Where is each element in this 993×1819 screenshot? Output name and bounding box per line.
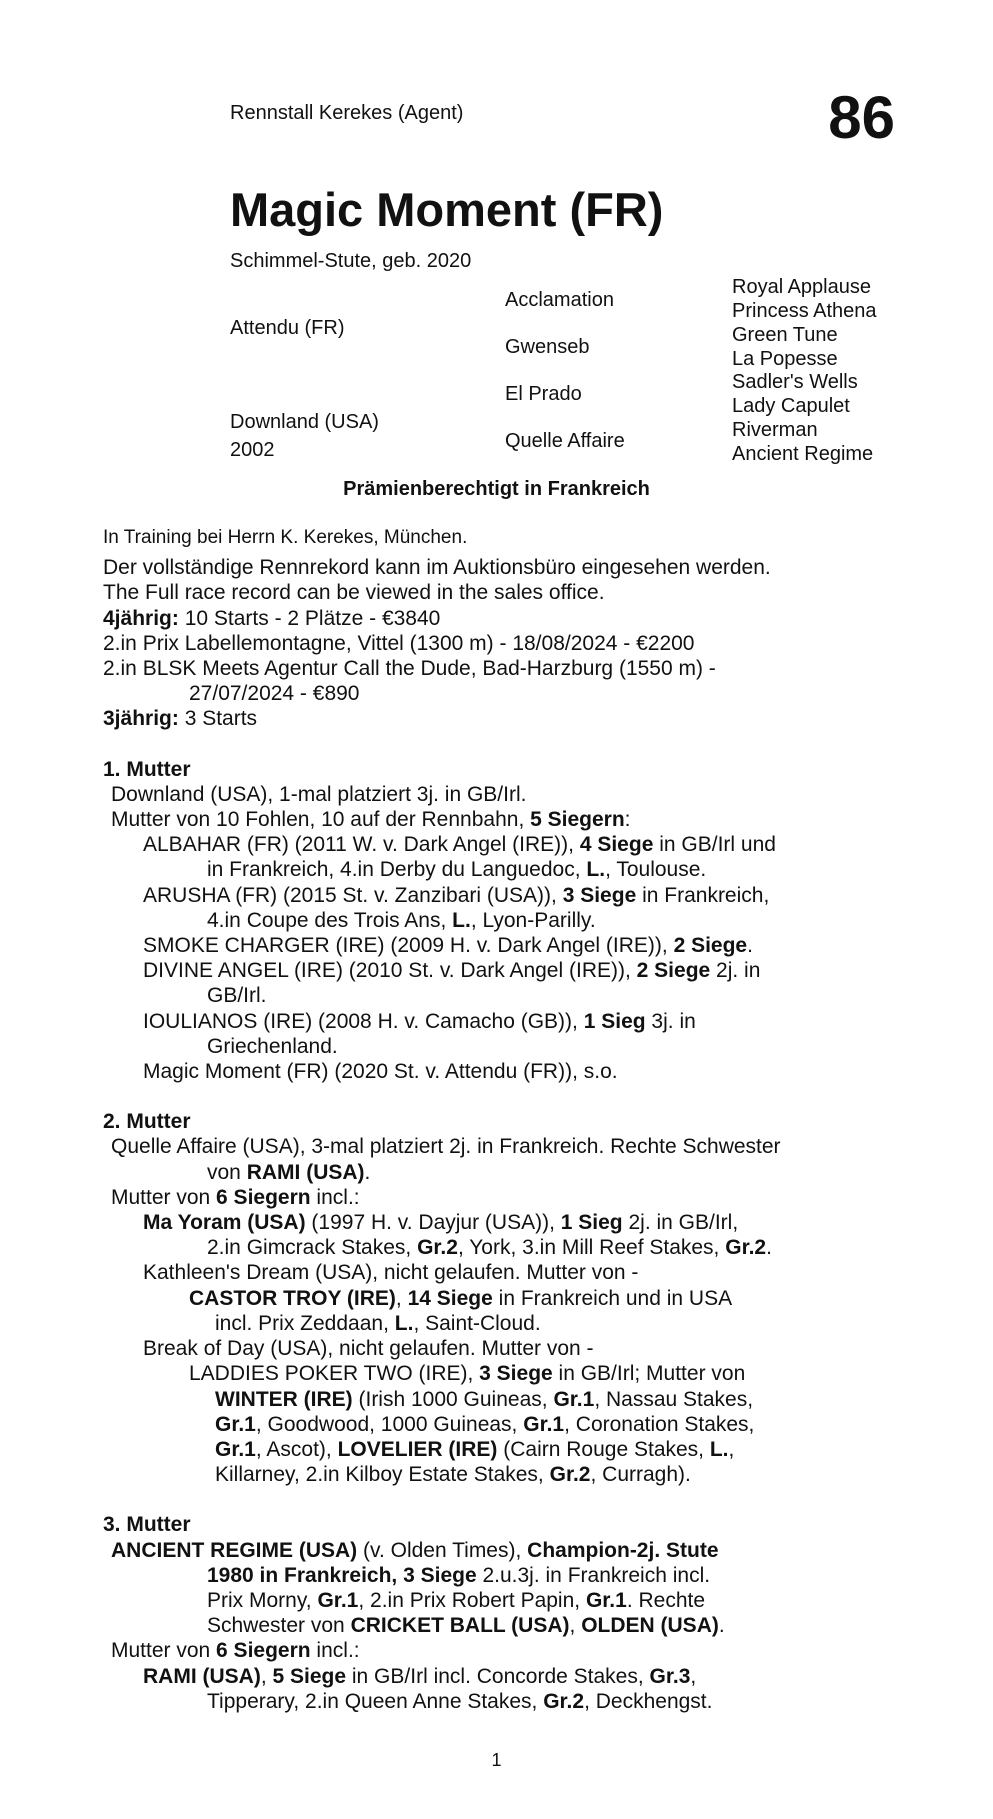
text-segment: 1980 in Frankreich, 3 Siege — [207, 1563, 477, 1587]
text-segment: in Frankreich, — [636, 883, 770, 907]
dam3-intro-continued — [103, 1563, 893, 1588]
offspring-entry-continued: GB/Irl. — [207, 984, 267, 1008]
text-segment: ANCIENT REGIME (USA) — [111, 1538, 358, 1562]
text-segment: 3 Siege — [479, 1362, 553, 1386]
dam3-intro — [103, 1538, 893, 1563]
record-age4 — [103, 606, 893, 631]
text-segment: incl. Prix Zeddaan, — [215, 1311, 395, 1335]
text-segment: , Toulouse. — [605, 858, 707, 882]
dam1-section — [103, 757, 893, 1085]
pedigree-great-grandparent: Sadler's Wells — [732, 371, 858, 393]
dam2-heading: 2. Mutter — [103, 1110, 191, 1134]
pedigree-grandparent: Quelle Affaire — [505, 430, 625, 452]
dam2-winners — [103, 1185, 893, 1210]
text-segment: . Rechte — [626, 1588, 706, 1612]
horse-description: Schimmel-Stute, geb. 2020 — [230, 250, 472, 272]
page-number: 1 — [491, 1750, 502, 1770]
text-segment: Killarney, 2.in Kilboy Estate Stakes, — [215, 1463, 550, 1487]
pedigree-dam-year: 2002 — [230, 439, 275, 461]
text-segment: . — [747, 934, 753, 958]
text-segment: in GB/Irl und — [653, 833, 776, 857]
record-placing-continued: 27/07/2024 - €890 — [189, 682, 360, 706]
offspring-entry — [103, 1664, 893, 1689]
grand-offspring-entry — [103, 1361, 893, 1386]
text-segment: , — [395, 1286, 408, 1310]
text-segment: L. — [452, 908, 471, 932]
text-segment: L. — [394, 1311, 414, 1335]
text-segment: Gr.1 — [553, 1387, 595, 1411]
dam3-winners — [103, 1638, 893, 1663]
offspring-entry — [103, 1210, 893, 1235]
training-note: In Training bei Herrn K. Kerekes, München. — [103, 527, 468, 548]
text-segment: 1 Sieg — [560, 1211, 623, 1235]
text-segment: (1997 H. v. Dayjur (USA)), — [305, 1211, 561, 1235]
record-placing: 2.in BLSK Meets Agentur Call the Dude, Bad-Harzburg (1550 m) - — [103, 657, 716, 681]
dam3-heading: 3. Mutter — [103, 1513, 191, 1537]
text-segment: Mutter von — [111, 1185, 217, 1209]
text-segment: in Frankreich und in USA — [492, 1286, 733, 1310]
text-segment: Gr.2 — [549, 1463, 591, 1487]
dam1-heading: 1. Mutter — [103, 757, 191, 781]
text-segment: Gr.1 — [215, 1412, 256, 1436]
pedigree-great-grandparent: La Popesse — [732, 348, 838, 370]
text-segment: . — [364, 1160, 371, 1184]
grand-offspring-continued — [103, 1311, 893, 1336]
grand-offspring-entry — [103, 1286, 893, 1311]
grand-offspring-continued — [103, 1412, 893, 1437]
record-age4-summary: 10 Starts - 2 Plätze - €3840 — [178, 606, 441, 630]
text-segment: 14 Siege — [407, 1286, 493, 1310]
text-segment: Prix Morny, — [207, 1588, 318, 1612]
text-segment: 1 Sieg — [583, 1009, 646, 1033]
text-segment: , — [728, 1437, 735, 1461]
text-segment: 2 Siege — [636, 959, 711, 983]
text-segment: Gr.1 — [215, 1437, 256, 1461]
text-segment: LADDIES POKER TWO (IRE), — [189, 1362, 480, 1386]
text-segment: 5 Siege — [272, 1664, 347, 1688]
text-segment: , Curragh). — [590, 1463, 691, 1487]
pedigree-great-grandparent: Princess Athena — [732, 300, 877, 322]
pedigree-great-grandparent: Riverman — [732, 419, 818, 441]
text-segment: L. — [586, 858, 606, 882]
text-segment: (Cairn Rouge Stakes, — [497, 1437, 710, 1461]
text-segment: , — [569, 1614, 582, 1638]
text-segment: Gr.2 — [417, 1236, 458, 1260]
dam2-intro: Quelle Affaire (USA), 3-mal platziert 2j. in Frankreich. Rechte Schwester — [111, 1135, 781, 1159]
pedigree-sire: Attendu (FR) — [230, 317, 345, 339]
offspring-entry: Magic Moment (FR) (2020 St. v. Attendu (FR)), s.o. — [143, 1060, 618, 1084]
text-segment: , York, 3.in Mill Reef Stakes, — [457, 1236, 726, 1260]
lot-number: 86 — [828, 84, 895, 151]
pedigree-great-grandparent: Ancient Regime — [732, 443, 874, 465]
text-segment: 2 Siege — [673, 934, 748, 958]
text-segment: LOVELIER (IRE) — [337, 1437, 498, 1461]
pedigree-grandparent: Gwenseb — [505, 336, 590, 358]
text-segment: : — [624, 808, 631, 832]
text-segment: ALBAHAR (FR) (2011 W. v. Dark Angel (IRE)), — [143, 833, 580, 857]
offspring-entry — [103, 832, 893, 857]
text-segment: . — [766, 1236, 772, 1260]
text-segment: Gr.1 — [585, 1588, 627, 1612]
text-segment: 6 Siegern — [216, 1185, 311, 1209]
offspring-entry-continued — [103, 1689, 893, 1714]
record-age3-label: 3jährig: — [103, 707, 179, 731]
text-segment: SMOKE CHARGER (IRE) (2009 H. v. Dark Angel (IRE)), — [143, 934, 674, 958]
agent-name: Rennstall Kerekes (Agent) — [230, 102, 464, 124]
offspring-entry-continued — [103, 1235, 893, 1260]
pedigree-grandparent: Acclamation — [505, 289, 614, 311]
text-segment: Schwester von — [207, 1614, 351, 1638]
text-segment: , Deckhengst. — [584, 1689, 713, 1713]
text-segment: 2j. in GB/Irl, — [622, 1211, 739, 1235]
dam2-section — [103, 1109, 893, 1487]
text-segment: incl.: — [310, 1639, 360, 1663]
offspring-entry: Kathleen's Dream (USA), nicht gelaufen. Mutter von - — [143, 1261, 639, 1285]
grand-offspring-continued — [103, 1437, 893, 1462]
text-segment: CRICKET BALL (USA) — [350, 1614, 570, 1638]
offspring-entry: Break of Day (USA), nicht gelaufen. Mutter von - — [143, 1337, 594, 1361]
text-segment: , Ascot), — [255, 1437, 338, 1461]
text-segment: , — [690, 1664, 697, 1688]
text-segment: , Coronation Stakes, — [564, 1412, 755, 1436]
text-segment: , Lyon-Parilly. — [470, 908, 596, 932]
text-segment: , Saint-Cloud. — [413, 1311, 541, 1335]
offspring-entry — [103, 1009, 893, 1034]
dam1-foals — [103, 807, 893, 832]
text-segment: Mutter von 10 Fohlen, 10 auf der Rennbahn, — [111, 808, 531, 832]
text-segment: CASTOR TROY (IRE) — [189, 1286, 396, 1310]
grand-offspring-continued — [103, 1462, 893, 1487]
text-segment: in Frankreich, 4.in Derby du Languedoc, — [207, 858, 587, 882]
race-record — [103, 555, 893, 731]
pedigree-dam: Downland (USA) — [230, 411, 379, 433]
text-segment: IOULIANOS (IRE) (2008 H. v. Camacho (GB)), — [143, 1009, 584, 1033]
text-segment: (Irish 1000 Guineas, — [352, 1387, 554, 1411]
text-segment: Mutter von — [111, 1639, 217, 1663]
dam2-intro-continued — [103, 1160, 893, 1185]
text-segment: Gr.3 — [649, 1664, 691, 1688]
pedigree-great-grandparent: Green Tune — [732, 324, 838, 346]
premium-eligibility: Prämienberechtigt in Frankreich — [343, 478, 650, 500]
text-segment: 3j. in — [645, 1009, 696, 1033]
pedigree-great-grandparent: Lady Capulet — [732, 395, 850, 417]
dam3-intro-continued — [103, 1613, 893, 1638]
record-note-de: Der vollständige Rennrekord kann im Auktionsbüro eingesehen werden. — [103, 556, 771, 580]
offspring-entry — [103, 958, 893, 983]
dam1-intro: Downland (USA), 1-mal platziert 3j. in GB/Irl. — [111, 782, 527, 806]
text-segment: Ma Yoram (USA) — [143, 1211, 306, 1235]
text-segment: in GB/Irl incl. Concorde Stakes, — [346, 1664, 650, 1688]
text-segment: 3 Siege — [562, 883, 637, 907]
catalogue-body — [103, 525, 893, 1714]
dam3-section — [103, 1512, 893, 1714]
record-age3 — [103, 706, 893, 731]
text-segment: . — [718, 1614, 725, 1638]
record-age4-label: 4jährig: — [103, 606, 179, 630]
pedigree-grandparent: El Prado — [505, 383, 582, 405]
text-segment: Gr.1 — [523, 1412, 565, 1436]
horse-name: Magic Moment (FR) — [230, 183, 664, 236]
offspring-entry — [103, 933, 893, 958]
text-segment: 2.in Gimcrack Stakes, — [207, 1236, 418, 1260]
record-note-en: The Full race record can be viewed in the sales office. — [103, 581, 605, 605]
text-segment: 2.u.3j. in Frankreich incl. — [476, 1563, 711, 1587]
text-segment: Tipperary, 2.in Queen Anne Stakes, — [207, 1689, 544, 1713]
text-segment: OLDEN (USA) — [581, 1614, 719, 1638]
text-segment: 4.in Coupe des Trois Ans, — [207, 908, 453, 932]
text-segment: , — [260, 1664, 273, 1688]
record-age3-summary: 3 Starts — [178, 707, 258, 731]
text-segment: 2j. in — [710, 959, 761, 983]
text-segment: L. — [709, 1437, 729, 1461]
text-segment: Gr.1 — [317, 1588, 359, 1612]
offspring-entry — [103, 883, 893, 908]
text-segment: RAMI (USA) — [143, 1664, 261, 1688]
text-segment: WINTER (IRE) — [215, 1387, 353, 1411]
offspring-entry-continued — [103, 857, 893, 882]
dam3-intro-continued — [103, 1588, 893, 1613]
text-segment: Gr.2 — [725, 1236, 767, 1260]
pedigree-great-grandparent: Royal Applause — [732, 276, 871, 298]
text-segment: 6 Siegern — [216, 1639, 311, 1663]
text-segment: in GB/Irl; Mutter von — [552, 1362, 746, 1386]
text-segment: , Goodwood, 1000 Guineas, — [255, 1412, 524, 1436]
text-segment: Gr.2 — [543, 1689, 585, 1713]
text-segment: , 2.in Prix Robert Papin, — [358, 1588, 586, 1612]
text-segment: RAMI (USA) — [246, 1160, 365, 1184]
text-segment: DIVINE ANGEL (IRE) (2010 St. v. Dark Angel (IRE)), — [143, 959, 637, 983]
text-segment: Champion-2j. Stute — [527, 1538, 719, 1562]
offspring-entry-continued: Griechenland. — [207, 1034, 338, 1058]
grand-offspring-continued — [103, 1387, 893, 1412]
text-segment: 4 Siege — [579, 833, 654, 857]
text-segment: von — [207, 1160, 247, 1184]
text-segment: , Nassau Stakes, — [594, 1387, 754, 1411]
record-placing: 2.in Prix Labellemontagne, Vittel (1300 m) - 18/08/2024 - €2200 — [103, 631, 695, 655]
text-segment: (v. Olden Times), — [357, 1538, 528, 1562]
offspring-entry-continued — [103, 908, 893, 933]
text-segment: 5 Siegern — [530, 808, 625, 832]
text-segment: ARUSHA (FR) (2015 St. v. Zanzibari (USA)), — [143, 883, 563, 907]
text-segment: incl.: — [310, 1185, 360, 1209]
